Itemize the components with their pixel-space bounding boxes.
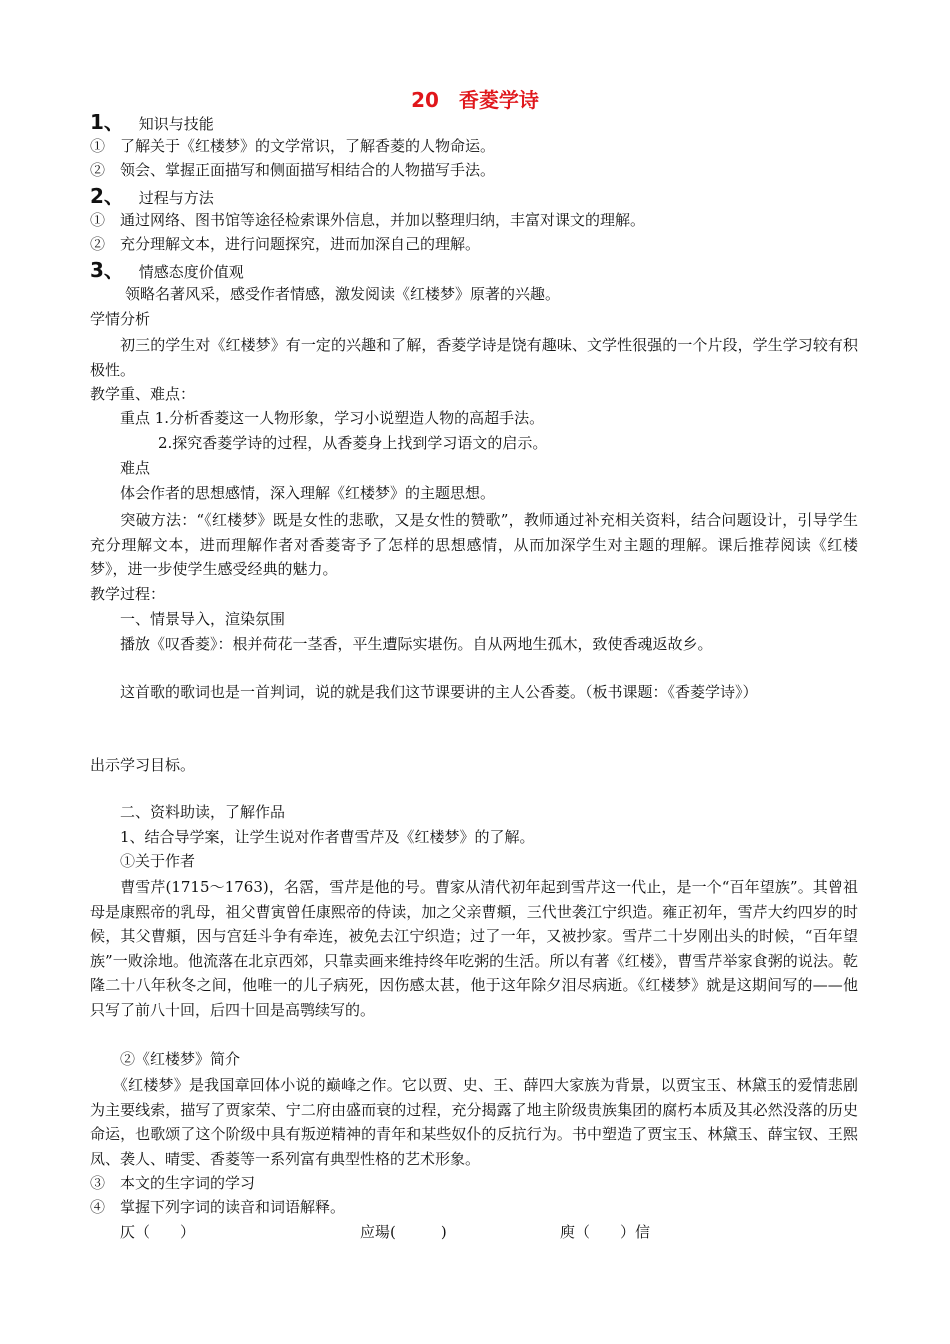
difficulty-label: 难点	[120, 459, 151, 477]
section-emotion-heading	[90, 260, 244, 282]
keypoints-heading: 教学重、难点：	[90, 385, 196, 403]
vocab-word: 应瑒( )	[360, 1223, 447, 1241]
task-1: 1、结合导学案，让学生说对作者曹雪芹及《红楼梦》的了解。	[120, 828, 535, 846]
section-process-heading	[90, 186, 214, 208]
objective-item: ① 了解关于《红楼梦》的文学常识，了解香菱的人物命运。	[90, 137, 496, 155]
about-author-label: ①关于作者	[120, 852, 196, 870]
vocab-heading: ③ 本文的生字词的学习	[90, 1174, 256, 1192]
vocab-word: 仄（ ）	[120, 1223, 196, 1241]
vocab-task: ④ 掌握下列字词的读音和词语解释。	[90, 1198, 346, 1216]
step-1-heading: 一、情景导入，渲染氛围	[120, 610, 286, 628]
difficulty-text: 体会作者的思想感情，深入理解《红楼梦》的主题思想。	[120, 484, 496, 502]
author-paragraph: 曹雪芹(1715～1763)，名霑，雪芹是他的号。曹家从清代初年起到雪芹这一代止，是一个“百年望族”。其曾祖母是康熙帝的乳母，祖父曹寅曾任康熙帝的侍读，加之父亲曹頫，三代世袭江宁织造。雍正初年，雪芹大约四岁的时候，其父曹頫，因与宫廷斗争有牵连，被免去江宁织造；过了一年，又被抄家。雪芹二十岁刚出头的时候，“百年望族”一败涂地。他流落在北京西郊，只靠卖画来维持终年吃粥的生活。所以有著《红楼》，曹雪芹举家食粥的说法。乾隆二十八年秋冬之间，他唯一的儿子病死，因伤感太甚，他于这年除夕泪尽病逝。《红楼梦》就是这期间写的——他只写了前八十回，后四十回是高鹗续写的。	[90, 878, 858, 1019]
intro-paragraph: 《红楼梦》是我国章回体小说的巅峰之作。它以贾、史、王、薛四大家族为背景，以贾宝玉、林黛玉的爱情悲剧为主要线索，描写了贾家荣、宁二府由盛而衰的过程，充分揭露了地主阶级贵族集团的腐朽本质及其必然没落的历史命运，也歌颂了这个阶级中具有叛逆精神的青年和某些奴仆的反抗行为。书中塑造了贾宝玉、林黛玉、薛宝钗、王熙凤、袭人、晴雯、香菱等一系列富有典型性格的艺术形象。	[90, 1076, 858, 1168]
objective-item: ② 充分理解文本，进行问题探究，进而加深自己的理解。	[90, 235, 481, 253]
page-title: 20 香菱学诗	[411, 88, 539, 112]
key-point-2: 2.探究香菱学诗的过程，从香菱身上找到学习语文的启示。	[158, 434, 548, 452]
section-number: 1、	[90, 110, 124, 134]
analysis-text: 初三的学生对《红楼梦》有一定的兴趣和了解，香菱学诗是饶有趣味、文学性很强的一个片段，学生学习较有积极性。	[90, 336, 858, 379]
show-goals: 出示学习目标。	[90, 756, 196, 774]
section-number: 2、	[90, 184, 124, 208]
breakthrough-method: 突破方法：“《红楼梦》既是女性的悲歌，又是女性的赞歌”，教师通过补充相关资料，结合问题设计，引导学生充分理解文本，进而理解作者对香菱寄予了怎样的思想感情，从而加深学生对主题的理解。课后推荐阅读《红楼梦》，进一步使学生感受经典的魅力。	[90, 511, 858, 579]
objective-item: 领略名著风采，感受作者情感，激发阅读《红楼梦》原著的兴趣。	[125, 285, 561, 303]
lyric-paragraph: 这首歌的歌词也是一首判词，说的就是我们这节课要讲的主人公香菱。（板书课题：《香菱学诗》）	[90, 683, 758, 701]
section-number: 3、	[90, 258, 124, 282]
section-label: 情感态度价值观	[138, 263, 244, 281]
song-line: 播放《叹香菱》：根并荷花一茎香，平生遭际实堪伤。自从两地生孤木，致使香魂返故乡。	[120, 635, 713, 653]
section-label: 过程与方法	[138, 189, 214, 207]
section-knowledge-heading	[90, 112, 214, 134]
analysis-heading: 学情分析	[90, 310, 151, 328]
intro-label: ②《红楼梦》简介	[120, 1050, 241, 1068]
objective-item: ① 通过网络、图书馆等途径检索课外信息，并加以整理归纳，丰富对课文的理解。	[90, 211, 646, 229]
section-label: 知识与技能	[138, 115, 214, 133]
step-2-heading: 二、资料助读，了解作品	[120, 803, 286, 821]
objective-item: ② 领会、掌握正面描写和侧面描写相结合的人物描写手法。	[90, 161, 496, 179]
process-heading: 教学过程：	[90, 585, 166, 603]
key-point-1: 重点 1.分析香菱这一人物形象，学习小说塑造人物的高超手法。	[120, 409, 545, 427]
vocab-word: 庾（ ）信	[560, 1223, 651, 1241]
